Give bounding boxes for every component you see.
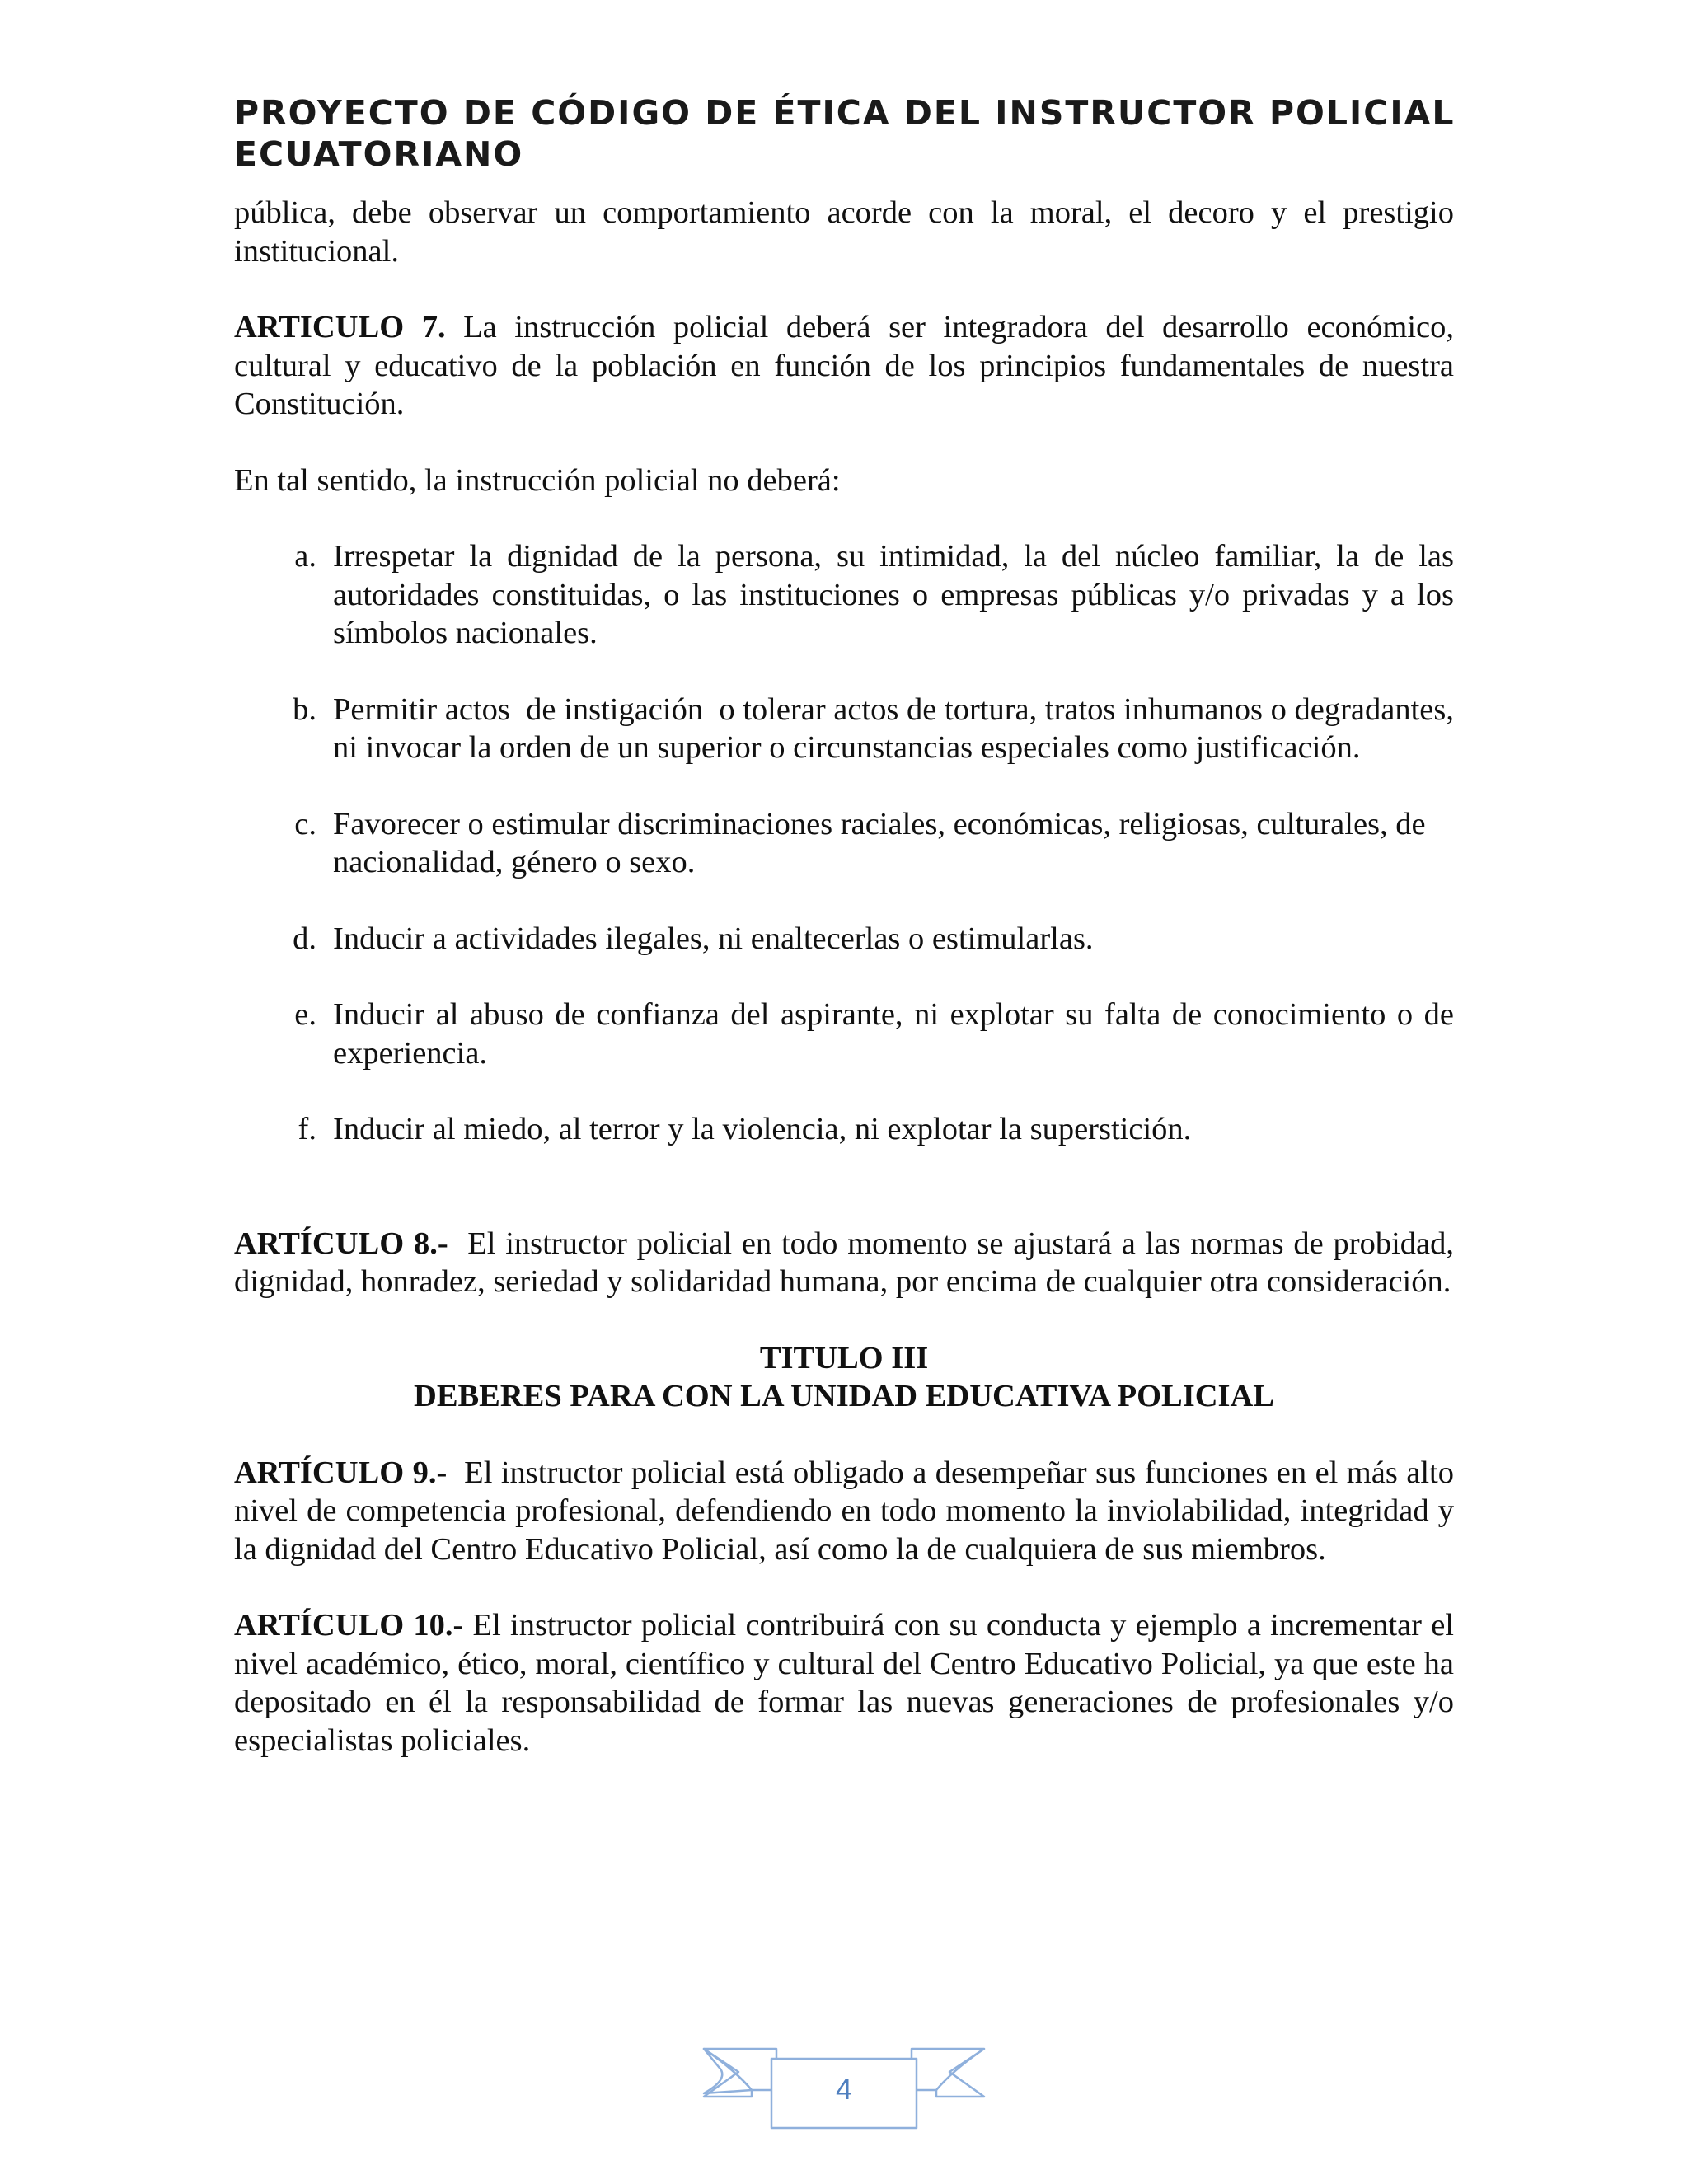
list-text: Permitir actos de instigación o tolerar actos de tortura, tratos inhumanos o degradantes, ni invocar la orden de un superior o circunstancias especiales como justificación.	[333, 691, 1462, 765]
list-text: Inducir al miedo, al terror y la violencia, ni explotar la superstición.	[333, 1112, 1192, 1146]
section-title-line-1: TITULO III	[759, 1340, 929, 1376]
list-item	[234, 691, 1462, 767]
article-8-text: El instructor policial en todo momento se ajustará a las normas de probidad, dignidad, honradez, seriedad y solidaridad humana, por encima de cualquier otra consideración.	[234, 1226, 1462, 1299]
page-footer	[702, 2042, 986, 2133]
list-text: Favorecer o estimular discriminaciones raciales, económicas, religiosas, culturales, de nacionalidad, género o sexo.	[333, 806, 1426, 879]
list-item	[234, 537, 1454, 653]
spacer	[234, 1187, 1454, 1225]
list-letter: d.	[293, 921, 316, 956]
article-9-text: El instructor policial está obligado a desempeñar sus funciones en el más alto nivel de competencia profesional, defendiendo en todo momento la inviolabilidad, integridad y la dignidad del Centro Educativo Policial, así como la de cualquiera de sus miembros.	[234, 1455, 1462, 1567]
list-text: Irrespetar la dignidad de la persona, su intimidad, la del núcleo familiar, la de las autoridades constituidas, o las instituciones o empresas públicas y/o privadas y a los símbolos nacionales.	[333, 539, 1454, 650]
section-title-line-2: DEBERES PARA CON LA UNIDAD EDUCATIVA POLICIAL	[414, 1379, 1274, 1413]
article-10	[234, 1606, 1454, 1760]
prohibitions-list	[234, 537, 1462, 1149]
list-letter: e.	[294, 997, 316, 1032]
lead-paragraph: En tal sentido, la instrucción policial no deberá:	[234, 462, 841, 498]
article-7-text: La instrucción policial deberá ser integradora del desarrollo económico, cultural y educativo de la población en función de los principios fundamentales de nuestra Constitución.	[234, 310, 1454, 421]
list-letter: b.	[293, 691, 316, 727]
list-letter: c.	[294, 806, 316, 841]
article-9-label: ARTÍCULO 9.-	[234, 1455, 448, 1490]
list-item	[234, 1110, 1454, 1149]
header-line-2: ECUATORIANO	[234, 134, 524, 174]
list-text: Inducir a actividades ilegales, ni enaltecerlas o estimularlas.	[333, 921, 1094, 956]
list-item	[234, 805, 1454, 882]
list-letter: a.	[294, 539, 316, 574]
document-body	[234, 194, 1462, 1797]
list-letter: f.	[298, 1112, 316, 1146]
header-line-1: PROYECTO DE CÓDIGO DE ÉTICA DEL INSTRUCTOR POLICIAL	[234, 93, 1456, 133]
section-title	[234, 1339, 1454, 1416]
article-7-label: ARTICULO 7.	[234, 310, 446, 344]
article-10-label: ARTÍCULO 10.-	[234, 1608, 464, 1643]
article-8	[234, 1225, 1462, 1301]
page-number: 4	[835, 2072, 853, 2106]
article-7	[234, 308, 1454, 424]
intro-paragraph: pública, debe observar un comportamiento acorde con la moral, el decoro y el prestigio institucional.	[234, 195, 1454, 269]
document-header	[234, 92, 1470, 175]
article-10-text: El instructor policial contribuirá con su conducta y ejemplo a incrementar el nivel académico, ético, moral, científico y cultural del Centro Educativo Policial, ya que este ha depositado en él la responsabilidad de formar las nuevas generaciones de profesionales y/o especialistas policiales.	[234, 1608, 1455, 1758]
list-item	[234, 920, 1454, 958]
article-9	[234, 1454, 1462, 1569]
list-text: Inducir al abuso de confianza del aspirante, ni explotar su falta de conocimiento o de experiencia.	[333, 997, 1454, 1071]
article-8-label: ARTÍCULO 8.-	[234, 1226, 448, 1261]
list-item	[234, 996, 1454, 1072]
